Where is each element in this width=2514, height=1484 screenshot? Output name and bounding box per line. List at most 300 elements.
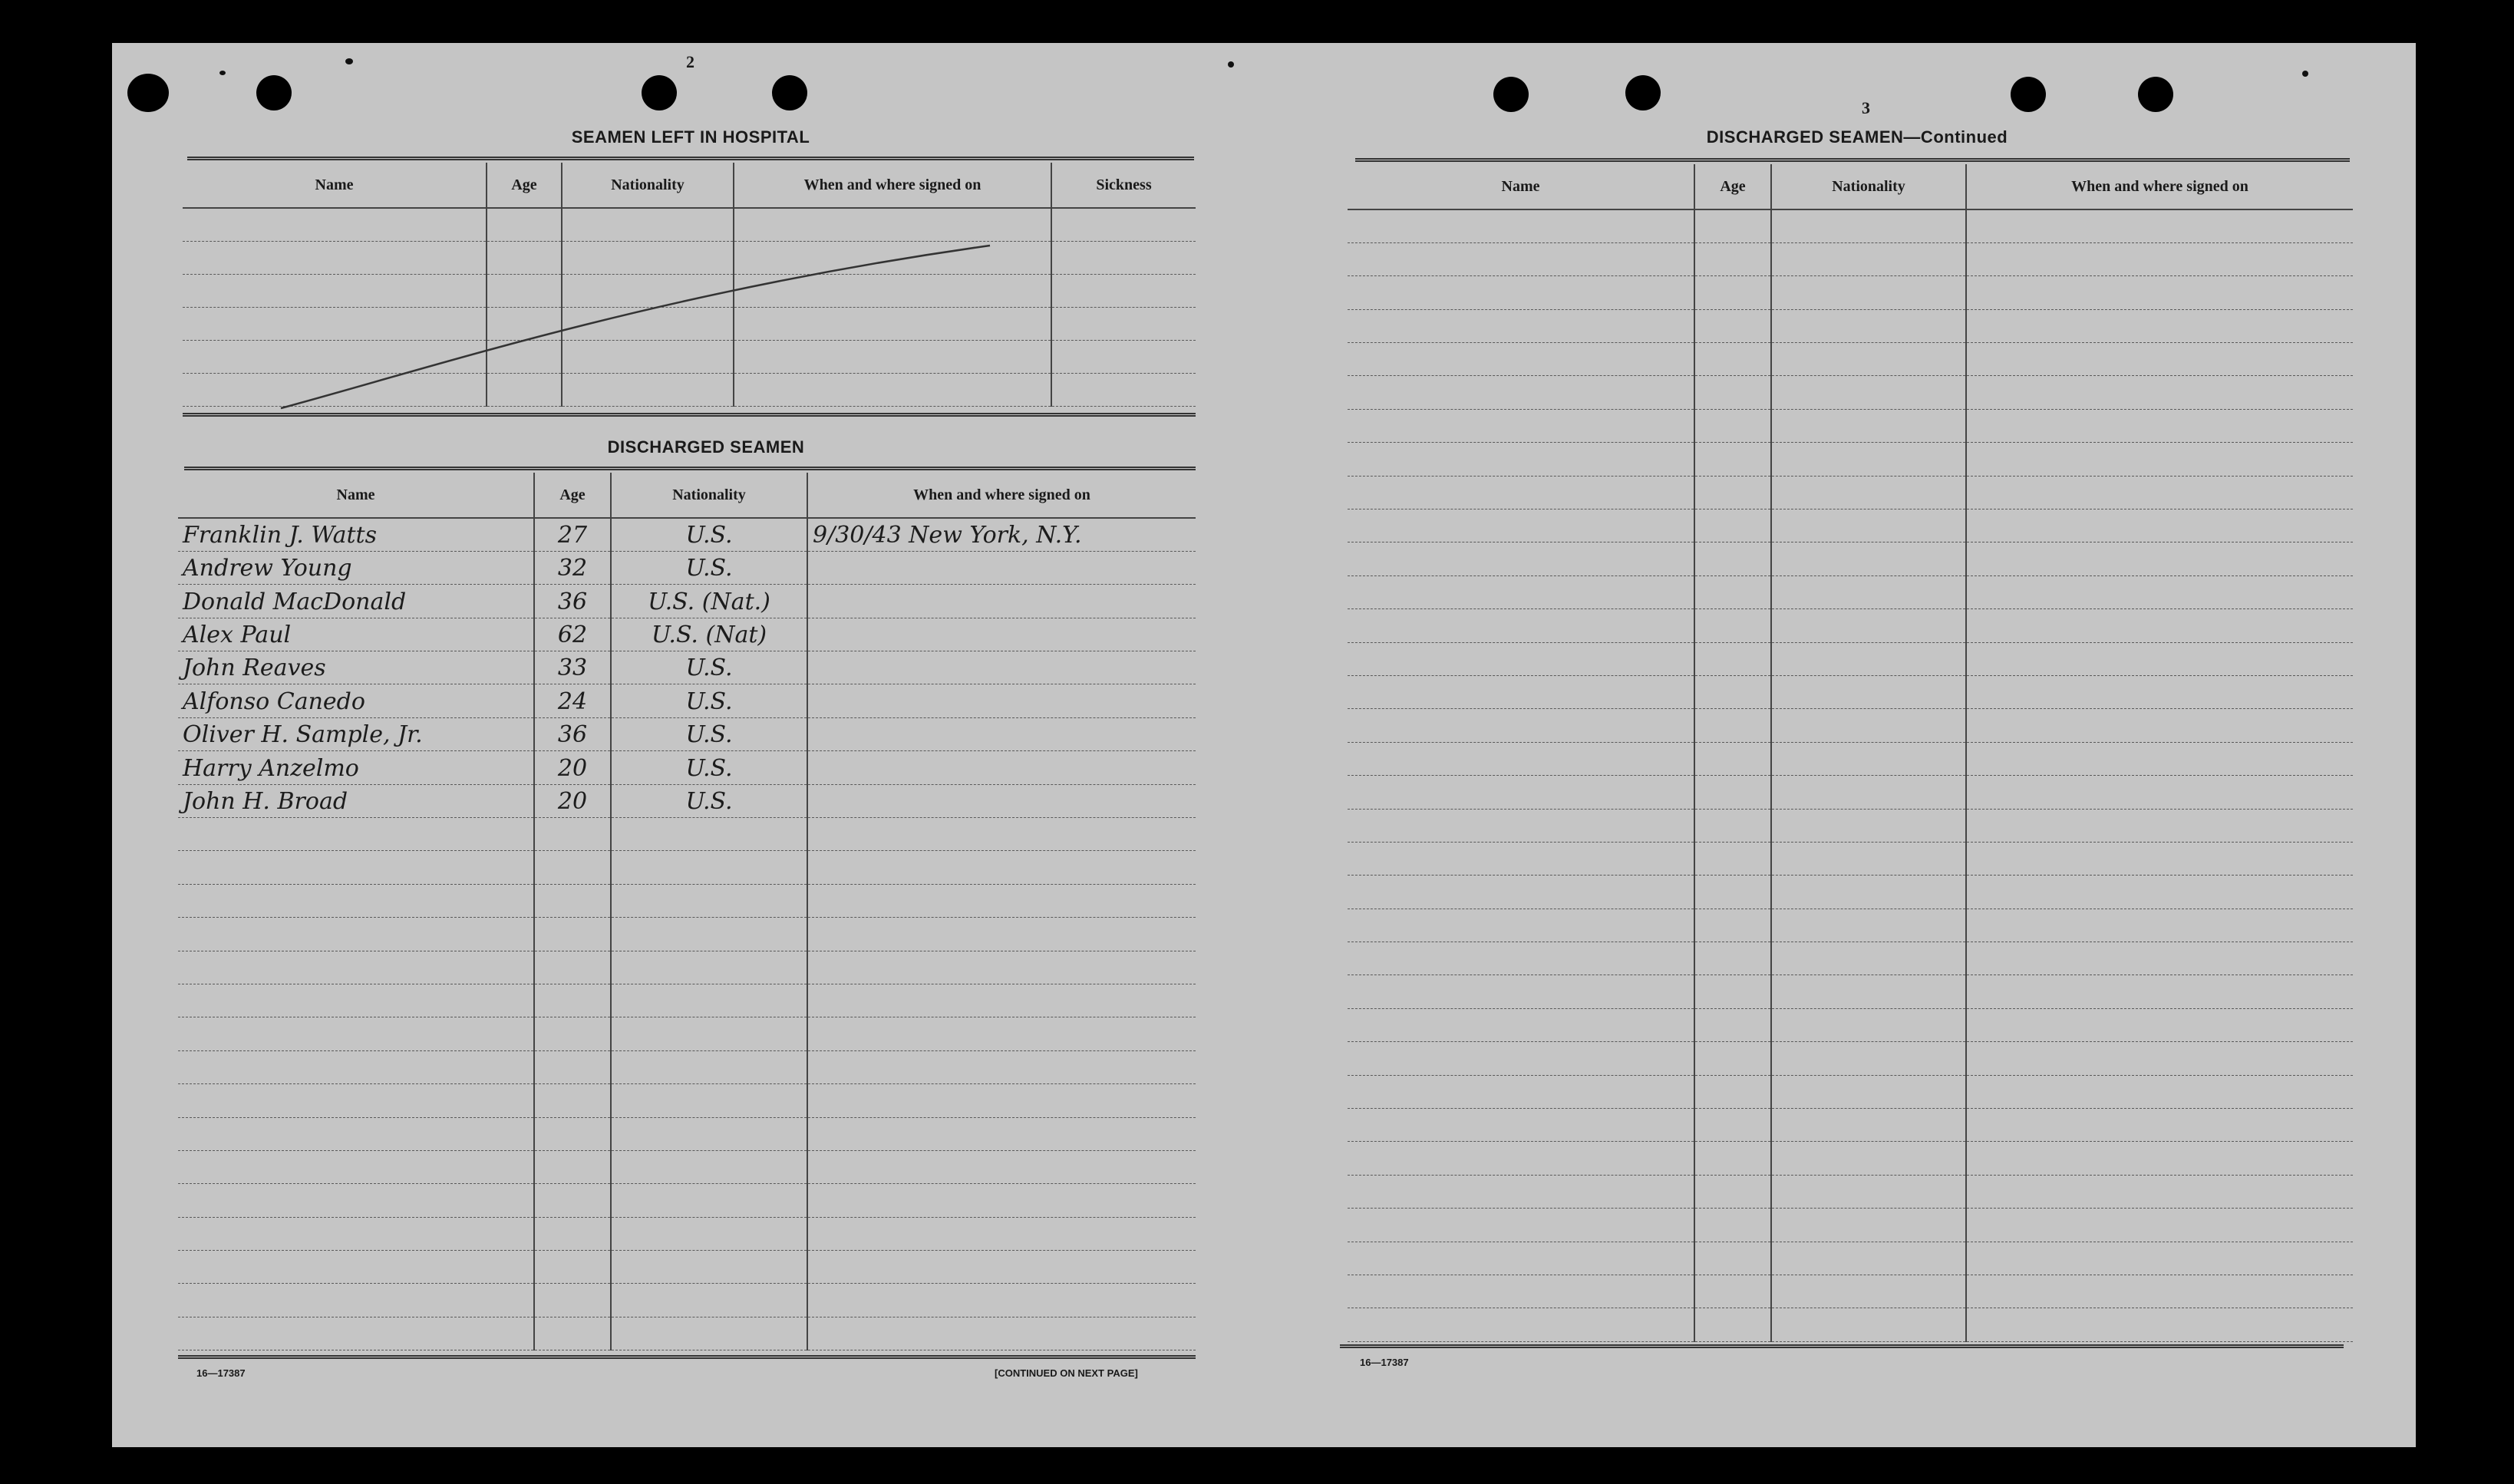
- table-cell: [1771, 909, 1966, 942]
- table-cell: [807, 984, 1196, 1017]
- table-cell: [807, 818, 1196, 851]
- table-cell: [1966, 609, 2353, 642]
- table-cell: [807, 1184, 1196, 1217]
- table-cell: [178, 1050, 534, 1083]
- table-cell: [807, 618, 1196, 651]
- table-row: [178, 984, 1196, 1017]
- table-row: [1348, 1008, 2353, 1041]
- table-cell: [611, 1317, 807, 1350]
- table-cell: [807, 1217, 1196, 1250]
- table-cell: [611, 1184, 807, 1217]
- punch-hole: [642, 75, 677, 110]
- table-cell: [1694, 209, 1771, 242]
- table-cell: [1051, 307, 1196, 340]
- table-cell: [1348, 343, 1694, 376]
- table-row: [178, 1317, 1196, 1350]
- continued-rows: [1348, 209, 2353, 1341]
- table-cell: [611, 951, 807, 984]
- table-cell: [1694, 876, 1771, 909]
- table-cell: 24: [534, 684, 611, 717]
- table-cell: [1694, 1008, 1771, 1041]
- table-row: [178, 717, 1196, 750]
- table-cell: [178, 884, 534, 917]
- table-cell: [534, 1284, 611, 1317]
- table-cell: [611, 1017, 807, 1050]
- table-cell: [1348, 575, 1694, 608]
- table-cell: [1966, 909, 2353, 942]
- table-row: [178, 1184, 1196, 1217]
- table-cell: [1694, 309, 1771, 342]
- table-cell: [534, 951, 611, 984]
- table-cell: [1694, 909, 1771, 942]
- continued-bottom-rule: [1340, 1344, 2344, 1348]
- table-cell: [1348, 276, 1694, 309]
- table-cell: [178, 1017, 534, 1050]
- table-cell: [1966, 1075, 2353, 1108]
- table-cell: [1771, 1175, 1966, 1208]
- punch-hole: [772, 75, 807, 110]
- table-row: [178, 618, 1196, 651]
- table-cell: [562, 208, 734, 241]
- column-header: Name: [1348, 164, 1694, 209]
- table-row: [1348, 709, 2353, 742]
- table-row: [178, 651, 1196, 684]
- discharged-table: [178, 473, 1196, 1350]
- table-cell: [1348, 642, 1694, 675]
- table-cell: [1966, 1042, 2353, 1075]
- speck: [219, 71, 226, 75]
- table-cell: [807, 717, 1196, 750]
- table-row: [178, 1117, 1196, 1150]
- table-cell: [1771, 876, 1966, 909]
- table-row: [178, 784, 1196, 817]
- table-cell: [1694, 476, 1771, 509]
- table-row: [1348, 242, 2353, 275]
- table-cell: Oliver H. Sample, Jr.: [178, 717, 534, 750]
- table-cell: [1348, 1042, 1694, 1075]
- table-cell: [1771, 1242, 1966, 1275]
- table-cell: [1771, 309, 1966, 342]
- table-cell: 32: [534, 551, 611, 584]
- discharged-top-rule: [184, 467, 1196, 470]
- table-cell: [1694, 409, 1771, 442]
- table-cell: [1966, 876, 2353, 909]
- table-cell: [487, 208, 562, 241]
- table-cell: [1966, 542, 2353, 575]
- table-cell: [1966, 1242, 2353, 1275]
- table-cell: [1694, 975, 1771, 1008]
- table-row: [1348, 909, 2353, 942]
- table-cell: [611, 918, 807, 951]
- table-cell: [1771, 209, 1966, 242]
- table-cell: [807, 1284, 1196, 1317]
- table-row: [178, 1050, 1196, 1083]
- table-cell: [1051, 241, 1196, 274]
- table-row: [1348, 542, 2353, 575]
- table-cell: [1771, 1109, 1966, 1142]
- table-cell: [534, 1117, 611, 1150]
- table-cell: [1966, 1175, 2353, 1208]
- table-row: [1348, 1075, 2353, 1108]
- punch-hole: [1625, 75, 1661, 110]
- table-cell: [1348, 975, 1694, 1008]
- table-cell: [178, 1317, 534, 1350]
- table-cell: [1771, 1209, 1966, 1242]
- table-cell: [1348, 1275, 1694, 1308]
- table-cell: [534, 1084, 611, 1117]
- table-cell: [1966, 1109, 2353, 1142]
- table-cell: [1966, 476, 2353, 509]
- punch-hole: [256, 75, 292, 110]
- table-cell: [1348, 409, 1694, 442]
- table-row: [1348, 942, 2353, 975]
- table-row: [1348, 1042, 2353, 1075]
- table-cell: [1694, 376, 1771, 409]
- table-cell: [1694, 1142, 1771, 1175]
- table-cell: [1694, 675, 1771, 708]
- table-cell: Alfonso Canedo: [178, 684, 534, 717]
- table-cell: [1694, 1175, 1771, 1208]
- table-row: [1348, 742, 2353, 775]
- table-row: [178, 884, 1196, 917]
- hospital-bottom-rule: [183, 413, 1196, 417]
- table-cell: [1771, 1042, 1966, 1075]
- table-cell: [178, 951, 534, 984]
- table-cell: John Reaves: [178, 651, 534, 684]
- table-cell: [1348, 675, 1694, 708]
- table-cell: [807, 684, 1196, 717]
- table-cell: [534, 884, 611, 917]
- table-cell: [183, 208, 487, 241]
- speck: [2302, 71, 2308, 77]
- continued-header-row: [1348, 164, 2353, 209]
- table-row: [1348, 776, 2353, 809]
- table-cell: [1966, 842, 2353, 875]
- table-cell: [1771, 1142, 1966, 1175]
- table-cell: [1348, 242, 1694, 275]
- table-cell: [1348, 443, 1694, 476]
- table-cell: [807, 585, 1196, 618]
- table-cell: [1771, 776, 1966, 809]
- table-cell: [1051, 373, 1196, 406]
- table-cell: [1771, 242, 1966, 275]
- table-cell: [1694, 510, 1771, 542]
- table-cell: [1348, 1075, 1694, 1108]
- table-cell: [178, 1251, 534, 1284]
- table-cell: [1051, 340, 1196, 373]
- column-header: Age: [534, 473, 611, 518]
- table-cell: [807, 1251, 1196, 1284]
- table-cell: [1348, 376, 1694, 409]
- table-cell: [1348, 1142, 1694, 1175]
- column-header: Nationality: [562, 163, 734, 208]
- table-cell: [534, 1017, 611, 1050]
- table-cell: [1348, 609, 1694, 642]
- table-row: [1348, 842, 2353, 875]
- table-row: [1348, 1275, 2353, 1308]
- table-row: [1348, 1308, 2353, 1341]
- column-header: Name: [183, 163, 487, 208]
- table-row: [183, 208, 1196, 241]
- table-cell: U.S.: [611, 751, 807, 784]
- table-cell: [178, 984, 534, 1017]
- punch-hole: [2011, 77, 2046, 112]
- table-cell: [534, 851, 611, 884]
- table-cell: [1771, 343, 1966, 376]
- table-cell: [178, 1184, 534, 1217]
- table-cell: 36: [534, 717, 611, 750]
- table-cell: [611, 1150, 807, 1183]
- discharged-bottom-rule: [178, 1355, 1196, 1359]
- table-cell: [1966, 776, 2353, 809]
- table-cell: [1348, 309, 1694, 342]
- table-row: [178, 918, 1196, 951]
- table-cell: [534, 1150, 611, 1183]
- table-cell: [1966, 209, 2353, 242]
- table-cell: [1771, 476, 1966, 509]
- table-row: [1348, 376, 2353, 409]
- punch-hole: [2138, 77, 2173, 112]
- table-cell: [1771, 376, 1966, 409]
- table-cell: [807, 551, 1196, 584]
- table-cell: [1348, 1209, 1694, 1242]
- table-cell: [1348, 542, 1694, 575]
- column-header: Nationality: [1771, 164, 1966, 209]
- table-row: [178, 1150, 1196, 1183]
- table-cell: [807, 1150, 1196, 1183]
- table-cell: [807, 751, 1196, 784]
- discharged-continued-table: [1348, 164, 2353, 1342]
- table-cell: [611, 851, 807, 884]
- table-cell: [1348, 510, 1694, 542]
- table-cell: [1348, 909, 1694, 942]
- table-cell: [611, 1284, 807, 1317]
- table-cell: [1966, 343, 2353, 376]
- table-row: [1348, 476, 2353, 509]
- table-cell: [611, 1251, 807, 1284]
- table-cell: [534, 1184, 611, 1217]
- discharged-continued-title: DISCHARGED SEAMEN—Continued: [1706, 127, 2008, 147]
- table-cell: [1966, 709, 2353, 742]
- table-cell: [1966, 575, 2353, 608]
- table-row: [1348, 1209, 2353, 1242]
- table-cell: [178, 851, 534, 884]
- table-cell: [1348, 1242, 1694, 1275]
- table-cell: [1966, 1008, 2353, 1041]
- table-cell: [1966, 1142, 2353, 1175]
- table-cell: [534, 1217, 611, 1250]
- table-cell: Andrew Young: [178, 551, 534, 584]
- punch-hole: [127, 74, 169, 112]
- table-cell: Alex Paul: [178, 618, 534, 651]
- table-cell: [1771, 409, 1966, 442]
- table-row: [1348, 876, 2353, 909]
- table-row: [1348, 575, 2353, 608]
- table-cell: [807, 1317, 1196, 1350]
- table-row: [1348, 675, 2353, 708]
- table-cell: 9/30/43 New York, N.Y.: [807, 518, 1196, 551]
- table-cell: [534, 1317, 611, 1350]
- table-cell: [1771, 276, 1966, 309]
- table-cell: [1694, 609, 1771, 642]
- table-cell: [1771, 742, 1966, 775]
- hospital-top-rule: [187, 157, 1194, 160]
- table-row: [178, 1217, 1196, 1250]
- table-cell: [807, 918, 1196, 951]
- table-cell: [1694, 542, 1771, 575]
- table-row: [1348, 409, 2353, 442]
- table-cell: [1694, 1042, 1771, 1075]
- table-cell: [178, 1284, 534, 1317]
- table-cell: [1348, 209, 1694, 242]
- table-cell: [611, 1084, 807, 1117]
- table-row: [178, 1251, 1196, 1284]
- table-cell: [1348, 709, 1694, 742]
- table-cell: [1694, 842, 1771, 875]
- table-cell: [178, 918, 534, 951]
- table-cell: [1348, 742, 1694, 775]
- table-cell: [807, 1050, 1196, 1083]
- table-cell: U.S.: [611, 717, 807, 750]
- table-cell: [1771, 542, 1966, 575]
- table-cell: [1771, 975, 1966, 1008]
- table-row: [178, 751, 1196, 784]
- table-cell: [611, 1050, 807, 1083]
- table-cell: Harry Anzelmo: [178, 751, 534, 784]
- table-cell: [1966, 742, 2353, 775]
- table-cell: [1694, 1109, 1771, 1142]
- table-cell: [1771, 1008, 1966, 1041]
- table-row: [1348, 510, 2353, 542]
- table-cell: [611, 1217, 807, 1250]
- table-cell: [1694, 809, 1771, 842]
- table-cell: [1771, 1275, 1966, 1308]
- table-cell: [1966, 1308, 2353, 1341]
- table-cell: [1694, 1242, 1771, 1275]
- table-cell: [1771, 709, 1966, 742]
- column-header: Name: [178, 473, 534, 518]
- table-cell: [611, 984, 807, 1017]
- table-row: [178, 551, 1196, 584]
- table-cell: [1771, 1075, 1966, 1108]
- table-row: [178, 951, 1196, 984]
- table-cell: [1694, 443, 1771, 476]
- table-row: [178, 518, 1196, 551]
- table-cell: [1348, 1008, 1694, 1041]
- speck: [1228, 61, 1234, 68]
- table-cell: [1966, 443, 2353, 476]
- table-cell: [178, 1117, 534, 1150]
- table-cell: [1694, 575, 1771, 608]
- table-cell: 20: [534, 751, 611, 784]
- table-row: [1348, 443, 2353, 476]
- table-cell: [1348, 476, 1694, 509]
- continued-note: [CONTINUED ON NEXT PAGE]: [995, 1367, 1138, 1379]
- table-cell: [1694, 1308, 1771, 1341]
- table-cell: [1348, 809, 1694, 842]
- column-header: Age: [487, 163, 562, 208]
- table-cell: [1694, 776, 1771, 809]
- table-row: [178, 1017, 1196, 1050]
- continued-top-rule: [1355, 158, 2350, 162]
- table-cell: U.S. (Nat): [611, 618, 807, 651]
- discharged-header-row: [178, 473, 1196, 518]
- table-cell: [807, 1084, 1196, 1117]
- table-cell: U.S. (Nat.): [611, 585, 807, 618]
- table-cell: [1771, 510, 1966, 542]
- table-cell: [734, 208, 1051, 241]
- table-cell: [1966, 642, 2353, 675]
- table-cell: 20: [534, 784, 611, 817]
- hospital-header-row: [183, 163, 1196, 208]
- table-cell: [1771, 575, 1966, 608]
- table-row: [178, 818, 1196, 851]
- table-cell: [1694, 242, 1771, 275]
- table-row: [1348, 809, 2353, 842]
- table-cell: [534, 918, 611, 951]
- column-header: When and where signed on: [807, 473, 1196, 518]
- table-cell: [534, 1050, 611, 1083]
- table-cell: [1771, 1308, 1966, 1341]
- table-cell: [1966, 276, 2353, 309]
- table-row: [1348, 343, 2353, 376]
- table-cell: John H. Broad: [178, 784, 534, 817]
- table-cell: [534, 1251, 611, 1284]
- table-cell: [1771, 675, 1966, 708]
- table-cell: [1051, 274, 1196, 307]
- discharged-rows: [178, 518, 1196, 1350]
- table-row: [1348, 209, 2353, 242]
- discharged-section-title: DISCHARGED SEAMEN: [607, 437, 805, 457]
- table-cell: [1771, 609, 1966, 642]
- table-cell: [1348, 876, 1694, 909]
- cancel-line: [276, 238, 998, 414]
- table-cell: [1694, 276, 1771, 309]
- table-row: [178, 585, 1196, 618]
- table-cell: U.S.: [611, 518, 807, 551]
- table-cell: 36: [534, 585, 611, 618]
- table-cell: [611, 1117, 807, 1150]
- table-cell: 62: [534, 618, 611, 651]
- table-cell: U.S.: [611, 551, 807, 584]
- table-cell: [1348, 1308, 1694, 1341]
- table-row: [1348, 642, 2353, 675]
- table-cell: [807, 951, 1196, 984]
- form-number-left: 16—17387: [196, 1367, 246, 1379]
- form-number-right: 16—17387: [1360, 1357, 1409, 1368]
- table-cell: [178, 1084, 534, 1117]
- table-cell: [1348, 1175, 1694, 1208]
- table-row: [1348, 276, 2353, 309]
- table-cell: [807, 1117, 1196, 1150]
- table-cell: [1771, 842, 1966, 875]
- table-cell: [1966, 942, 2353, 975]
- table-row: [1348, 1242, 2353, 1275]
- table-cell: [178, 818, 534, 851]
- table-cell: [1051, 208, 1196, 241]
- table-cell: Franklin J. Watts: [178, 518, 534, 551]
- table-row: [1348, 609, 2353, 642]
- table-cell: [1966, 409, 2353, 442]
- column-header: Age: [1694, 164, 1771, 209]
- table-row: [1348, 975, 2353, 1008]
- table-cell: 27: [534, 518, 611, 551]
- table-cell: [611, 818, 807, 851]
- table-cell: U.S.: [611, 784, 807, 817]
- page-number-right: 3: [1862, 98, 1870, 117]
- column-header: Sickness: [1051, 163, 1196, 208]
- speck: [345, 58, 353, 64]
